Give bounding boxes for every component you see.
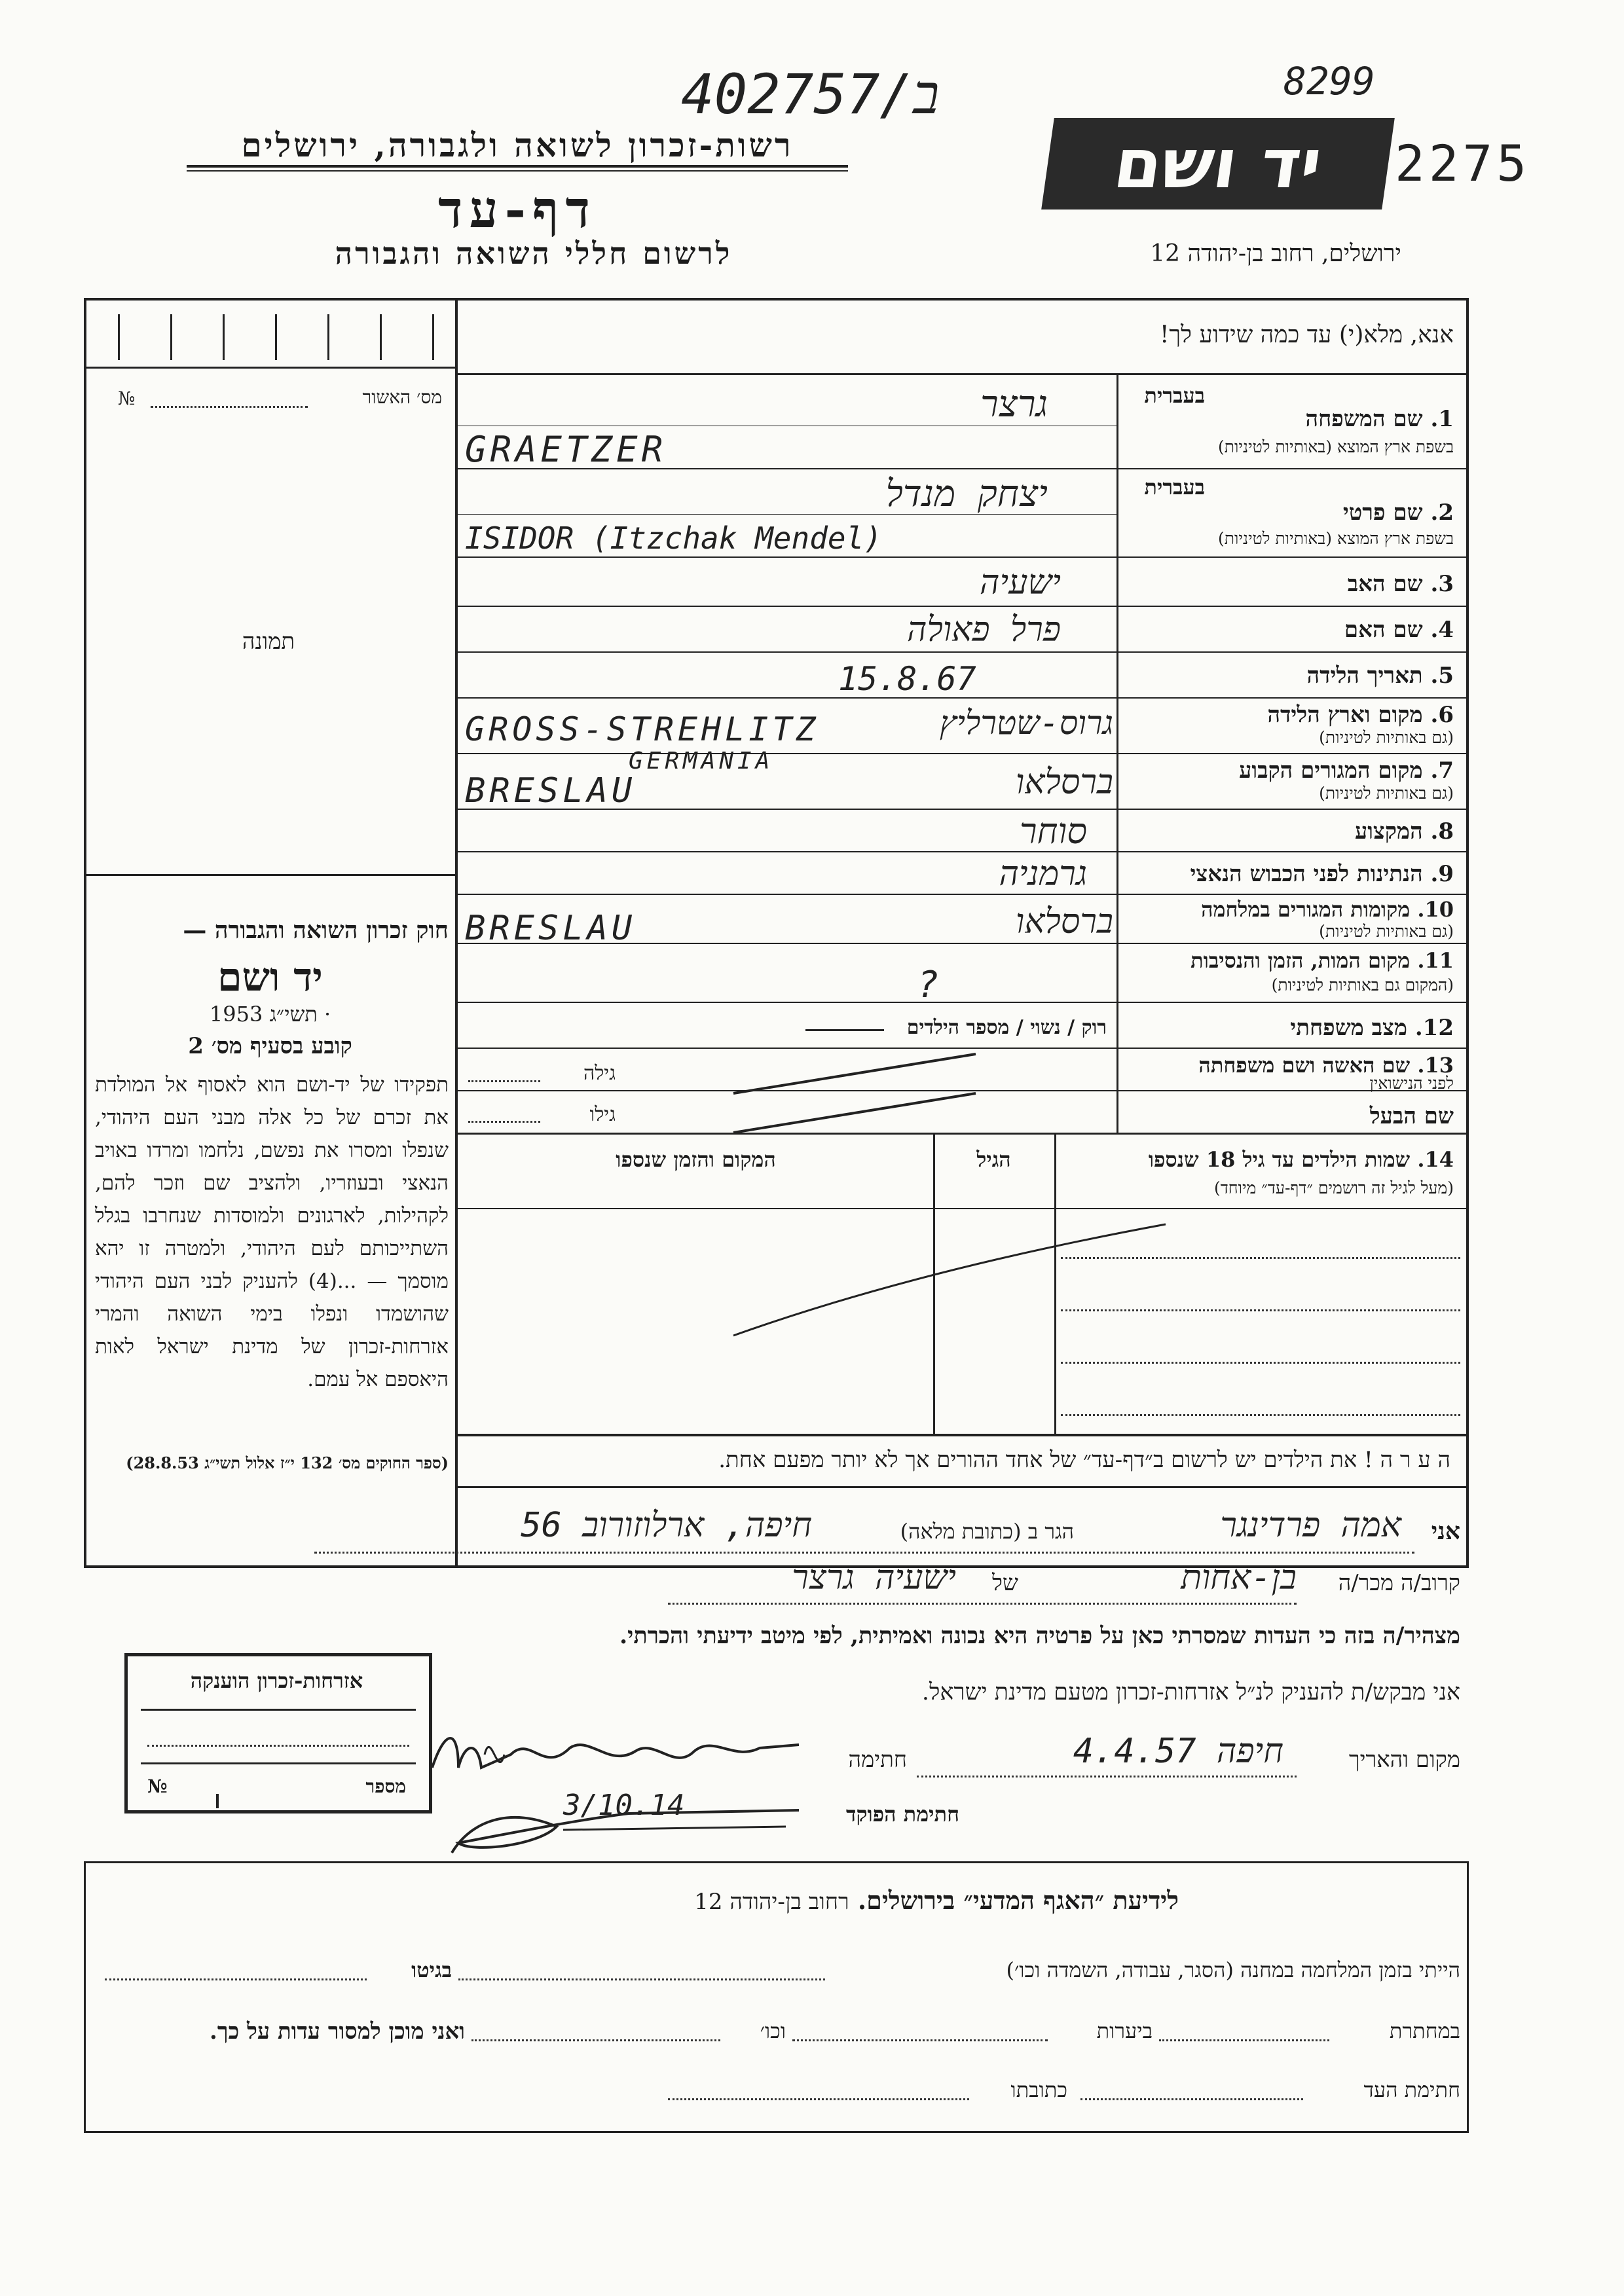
field-5-num: 5.: [1430, 663, 1454, 689]
field-4-label: [1133, 617, 1454, 643]
declarant-address: חיפה, ארלוזורוב 56: [521, 1506, 812, 1545]
field-11-num: 11.: [1417, 948, 1454, 973]
field-2-num: 2.: [1430, 500, 1454, 526]
children-num: 14.: [1417, 1147, 1454, 1172]
field-11-value: ?: [917, 964, 939, 1006]
field-12-label: [1133, 1015, 1454, 1041]
field-12-text: מצב משפחתי: [1290, 1015, 1407, 1041]
field-11-label: [1133, 948, 1454, 973]
field-10-sub: (גם באותיות לטיניות): [1319, 922, 1454, 941]
field-7-num: 7.: [1430, 757, 1454, 784]
law-year: · תשי״ג 1953: [209, 1002, 331, 1027]
photo-label: תמונה: [242, 629, 295, 655]
field-9-label: [1133, 861, 1454, 887]
field-7-lat: BRESLAU: [465, 771, 637, 811]
declaration: מצהיר/ה בזה כי העדות שמסרתי כאן על פרטיה היא נכונה ואמיתית, לפי מיטב ידיעתי והכרתי.: [619, 1622, 1460, 1649]
logo-text: יד ושם: [1109, 124, 1327, 204]
field-2-label: [1218, 500, 1454, 526]
field-6-label: [1133, 702, 1454, 728]
field-3-num: 3.: [1430, 571, 1454, 597]
footer-line2-a: במחתרת: [1389, 2018, 1460, 2043]
field-12-num: 12.: [1414, 1015, 1454, 1041]
field-husband-extra: גילו: [589, 1103, 616, 1126]
field-10-label: [1133, 897, 1454, 922]
field-10-lat: BRESLAU: [465, 909, 637, 948]
footer-title-text: לידיעת ״האגף המדעי״ בירושלים.: [857, 1886, 1179, 1915]
clerk-signature: [432, 1781, 812, 1866]
footer-line3-b: כתובתו: [1010, 2077, 1067, 2102]
field-7-label: [1133, 757, 1454, 784]
field-2-lat: ISIDOR (Itzchak Mendel): [465, 520, 882, 556]
field-6-heb: גרוס-שטרליץ: [939, 704, 1113, 742]
field-11-text: מקום המות, הזמן והנסיבות: [1190, 948, 1411, 973]
field-1-label: [1218, 406, 1454, 432]
declarant-of-name: ישעיה גרצר: [792, 1558, 956, 1597]
field-9-text: הנתינות לפני הכבוש הנאצי: [1190, 861, 1423, 887]
children-col-place: המקום והזמן שנספו: [616, 1147, 776, 1172]
field-3-value: ישעיה: [980, 563, 1061, 602]
footer-line1-b: בגיטו: [411, 1958, 452, 1982]
field-4-num: 4.: [1430, 617, 1454, 643]
award-number-label: מספר: [365, 1776, 406, 1797]
field-3-text: שם האב: [1347, 571, 1423, 597]
field-13-num: 13.: [1417, 1053, 1454, 1078]
clerk-label: חתימת הפוקד: [846, 1802, 959, 1827]
place-date: חיפה 4.4.57: [1073, 1732, 1283, 1771]
field-13-text: שם האשה ושם משפחתה: [1198, 1053, 1411, 1078]
field-1-sub: בשפת ארץ המוצא (באותיות לטיניות): [1218, 437, 1454, 456]
field-6-text: מקום וארץ הלידה: [1267, 702, 1423, 728]
archive-number: 402757/ב: [681, 62, 940, 126]
field-12-value: רוק / נשוי / מספר הילדים: [906, 1016, 1107, 1039]
field-6-sub: (גם באותיות לטיניות): [1319, 728, 1454, 747]
field-1-tag: בעברית: [1144, 383, 1205, 408]
declarant-relative-label: קרוב/ה מכר/ה: [1338, 1570, 1460, 1596]
footer-line1-a: הייתי בזמן המלחמה במחנה (הסגר, עבודה, השמדה וכו׳): [1006, 1958, 1460, 1982]
field-6-num: 6.: [1430, 702, 1454, 728]
field-5-value: 15.8.67: [838, 660, 976, 698]
field-2-tag: בעברית: [1144, 475, 1205, 500]
field-8-text: המקצוע: [1354, 818, 1423, 845]
footer-address: רחוב בן-יהודה 12: [694, 1889, 849, 1915]
field-husband-label: שם הבעל: [1369, 1103, 1454, 1129]
law-name: יד ושם: [217, 955, 323, 1000]
children-sub: (מעל לגיל זה רושמים ״דף-עד״ מיוחד): [1214, 1178, 1454, 1197]
law-source: (ספר החוקים מס׳ 132 י״ז אלול תשי״ג 28.8.53): [126, 1453, 449, 1472]
field-2-sub: בשפת ארץ המוצא (באותיות לטיניות): [1218, 529, 1454, 548]
field-7-sub: (גם באותיות לטיניות): [1319, 784, 1454, 803]
yad-vashem-logo: [1041, 118, 1395, 210]
field-13-extra: גילה: [583, 1062, 616, 1085]
field-6-lat: GROSS-STREHLITZ: [465, 710, 820, 748]
declarant-i-label: אני: [1431, 1518, 1460, 1545]
field-8-value: סוחר: [1019, 811, 1087, 852]
corner-number: 8299: [1283, 59, 1375, 103]
law-clause: קובע בסעיף מס׳ 2: [188, 1033, 352, 1059]
note: ה ע ר ה ! את הילדים יש לרשום ב״דף-עד״ של אחד ההורים אך לא יותר מפעם אחת.: [718, 1447, 1450, 1473]
children-label: [1061, 1147, 1454, 1172]
children-strike: [720, 1211, 1179, 1342]
field-1-text: שם המשפחה: [1305, 406, 1423, 432]
request: אני מבקש/ת להעניק לנ״ל אזרחות-זכרון מטעם מדינת ישראל.: [921, 1679, 1460, 1705]
law-body: תפקידו של יד-ושם הוא לאסוף אל המולדת את זכרם של כל אלה מבני העם היהודי, שנפלו ומסרו את נפשם, נלחמו ומרדו באויב הנאצי ובעוזריו, ולהציב שם וזכר להם, לקהילות, לארגונים ולמוסדות שנחרבו בגלל השתייכותם לעם היהודי, ולמטרה זו יהא מוסמך — ...(4) להעניק לבני העם היהודי שהושמדו ונפלו בימי השואה והמרי אזרחות-זכרון של מדינת ישראל לאות היאספם אל עמם.: [95, 1073, 449, 1391]
field-7-heb: ברסלאו: [1015, 763, 1113, 802]
declarant-resides-label: הגר ב (כתובת מלאה): [900, 1519, 1074, 1544]
approval-label: מס׳ האשור: [362, 386, 442, 408]
children-col-age: הגיל: [976, 1147, 1011, 1172]
field-3-label: [1133, 571, 1454, 597]
form-subtitle: לרשום חללי השואה והגבורה: [335, 236, 733, 271]
field-2-text: שם פרטי: [1342, 500, 1423, 526]
field-1-num: 1.: [1430, 406, 1454, 432]
clerk-date: 3/10.14: [563, 1789, 685, 1822]
field-11-sub: (המקום גם באותיות לטיניות): [1271, 975, 1454, 994]
declarant-relation: בן-אחות: [1181, 1558, 1297, 1597]
field-10-text: מקומות המגורים במלחמה: [1201, 897, 1411, 922]
address: ירושלים, רחוב בן-יהודה 12: [1150, 240, 1401, 267]
place-date-label: מקום והאריך: [1348, 1747, 1460, 1773]
award-title: אזרחות-זכרון הוענקה: [190, 1668, 363, 1693]
award-no: №: [147, 1776, 168, 1797]
law-title: חוק זכרון השואה והגבורה —: [183, 917, 449, 944]
field-8-label: [1133, 818, 1454, 845]
field-5-text: תאריך הלידה: [1306, 663, 1423, 689]
field-8-num: 8.: [1430, 818, 1454, 845]
footer-line2-d: ואני מוכן למסור עדות על כך.: [210, 2018, 465, 2045]
field-7-text: מקום המגורים הקבוע: [1239, 757, 1423, 784]
field-1-lat: GRAETZER: [465, 429, 667, 470]
field-9-num: 9.: [1430, 861, 1454, 887]
declarant-of-label: של: [992, 1570, 1018, 1596]
field-9-value: גרמניה: [999, 854, 1087, 894]
footer-line3-a: חתימת העד: [1363, 2077, 1460, 2102]
field-5-label: [1133, 663, 1454, 689]
footer-title: [458, 1886, 1179, 1916]
field-13-sub: לפני הנישואין: [1369, 1074, 1454, 1093]
authority-line: רשות-זכרון לשואה ולגבורה, ירושלים: [241, 126, 794, 164]
footer-line2-c: וכו׳: [760, 2018, 786, 2043]
strike-lines: [720, 1048, 982, 1139]
signature-label: חתימה: [848, 1747, 907, 1773]
field-10-heb: ברסלאו: [1015, 902, 1113, 941]
field-7-lat-above: GERMANIA: [629, 748, 774, 774]
field-4-text: שם האם: [1344, 617, 1423, 643]
field-1-heb: גרצר: [980, 383, 1048, 426]
instruction: אנא, מלא(י) עד כמה שידוע לך!: [1159, 321, 1454, 348]
declarant-name: אמה פרדינגר: [1220, 1506, 1401, 1545]
field-2-heb: יצחק מנדל: [885, 473, 1048, 515]
footer-line2-b: ביערות: [1096, 2018, 1153, 2043]
children-text: שמות הילדים עד גיל 18 שנספו: [1148, 1147, 1411, 1172]
field-10-num: 10.: [1417, 897, 1454, 922]
approval-no: №: [118, 388, 136, 409]
stamp-number: 2275: [1395, 134, 1531, 192]
field-4-value: פרל פאולה: [907, 610, 1061, 649]
form-title: דף-עד: [438, 180, 597, 240]
